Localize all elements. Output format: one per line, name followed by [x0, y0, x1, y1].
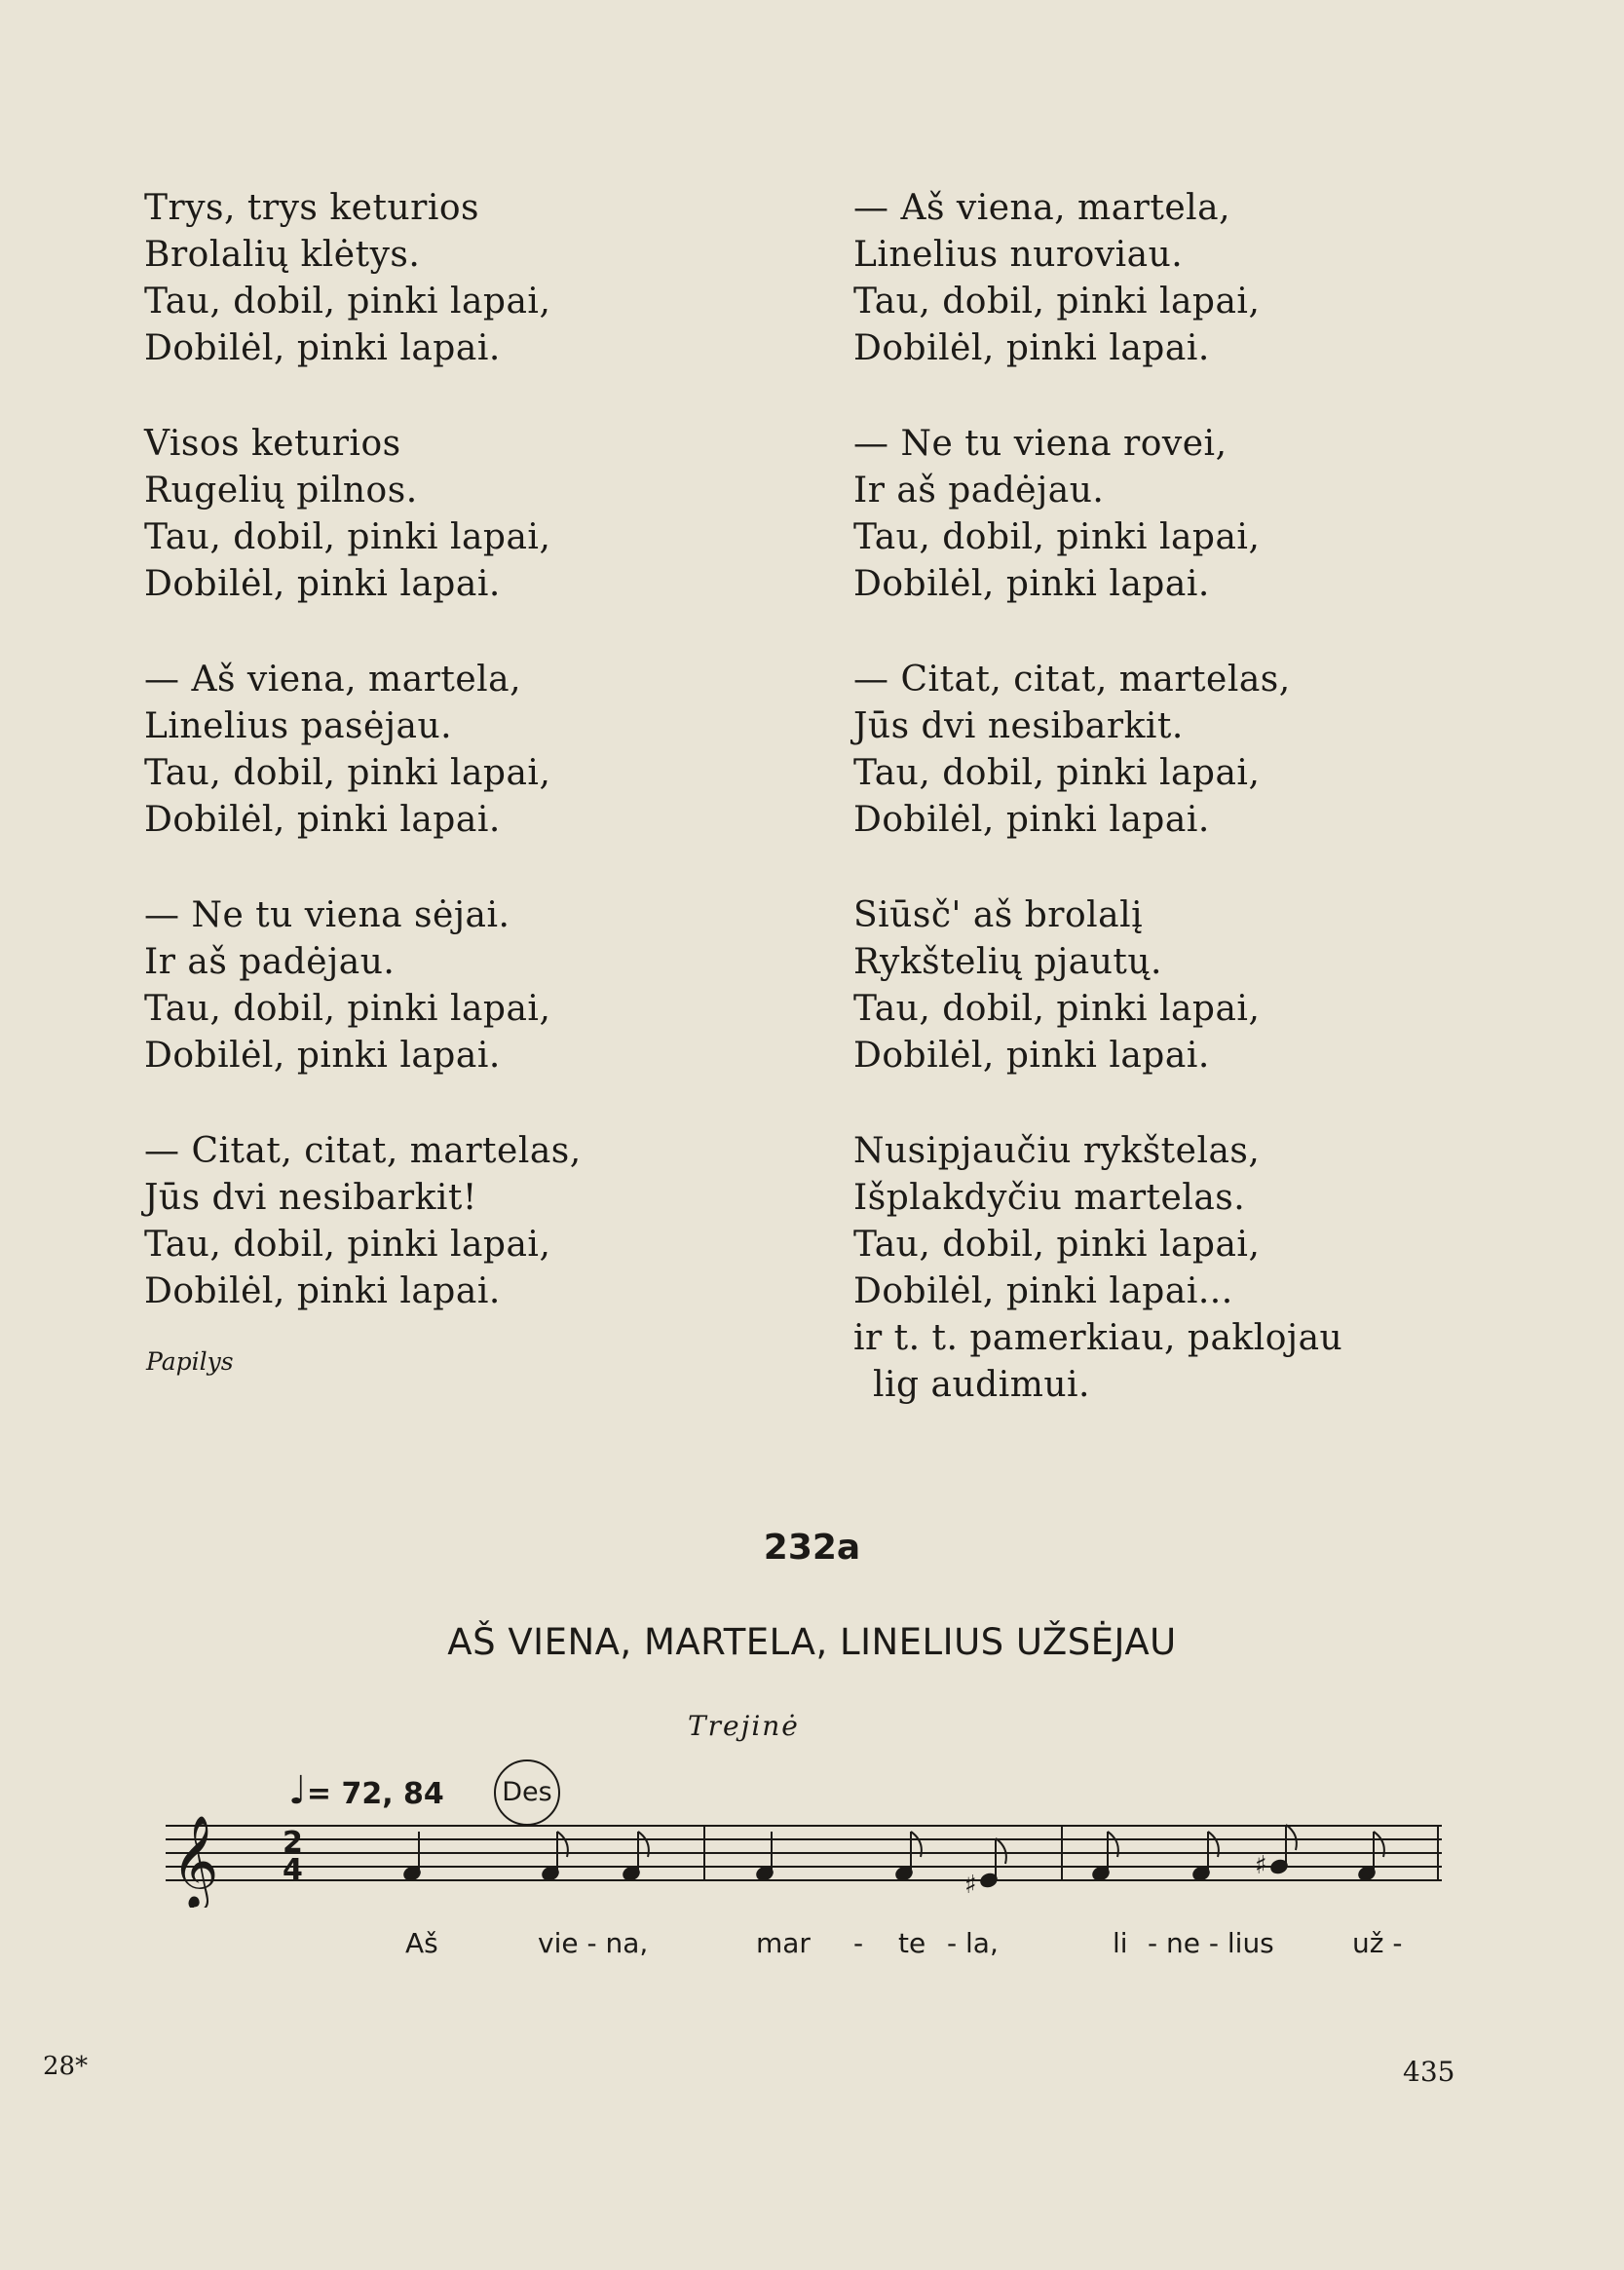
sharp-icon: ♯ [964, 1871, 977, 1900]
signature-mark: 28* [43, 2052, 89, 2081]
verse-line: Dobilėl, pinki lapai. [144, 1036, 501, 1076]
time-signature-bottom: 4 [283, 1853, 303, 1887]
verse-line: Dobilėl, pinki lapai. [853, 800, 1210, 840]
verse-line: Dobilėl, pinki lapai... [853, 1271, 1233, 1311]
verse-line: Tau, dobil, pinki lapai, [144, 989, 551, 1029]
verse-line: Brolalių klėtys. [144, 235, 421, 275]
verse-line: Ir aš padėjau. [144, 942, 396, 982]
verse-line: Tau, dobil, pinki lapai, [853, 1225, 1261, 1265]
notes [402, 1825, 1383, 1900]
stanza [853, 185, 1399, 372]
page-number: 435 [1403, 2056, 1455, 2088]
stanza [144, 421, 690, 608]
verse-line: Tau, dobil, pinki lapai, [144, 753, 551, 793]
verse-line: Siūsč' aš brolalį [853, 895, 1144, 935]
sharp-icon: ♯ [1255, 1851, 1267, 1880]
verse-line: Nusipjaučiu rykštelas, [853, 1131, 1261, 1171]
stanza [853, 421, 1399, 608]
lyric-syllable: - la, [947, 1927, 999, 1959]
song-title: AŠ VIENA, MARTELA, LINELIUS UŽSĖJAU [447, 1621, 1177, 1663]
time-signature-top: 2 [283, 1826, 303, 1860]
stanza [144, 1128, 690, 1315]
verse-line: Tau, dobil, pinki lapai, [144, 282, 551, 322]
stanza [144, 892, 690, 1079]
treble-clef-icon: 𝄞 [171, 1815, 219, 1908]
verse-line: Tau, dobil, pinki lapai, [853, 753, 1261, 793]
verse-line: Tau, dobil, pinki lapai, [853, 989, 1261, 1029]
right-column [853, 185, 1399, 1457]
verse-line: Linelius pasėjau. [144, 706, 453, 746]
stanza [853, 657, 1399, 844]
verse-line: Dobilėl, pinki lapai. [853, 1036, 1210, 1076]
verse-line: — Aš viena, martela, [144, 660, 522, 700]
staff-lines [166, 1826, 1442, 1880]
verse-line: Linelius nuroviau. [853, 235, 1184, 275]
stanza [853, 892, 1399, 1079]
tempo-marking [288, 1768, 444, 1813]
verse-line: Visos keturios [144, 424, 401, 464]
verse-line: — Ne tu viena rovei, [853, 424, 1227, 464]
stanza [144, 657, 690, 844]
lyric-syllable: mar [756, 1927, 811, 1959]
stanza [144, 185, 690, 372]
verse-line: Dobilėl, pinki lapai. [144, 564, 501, 604]
verse-line: Jūs dvi nesibarkit. [853, 706, 1184, 746]
verse-line: Dobilėl, pinki lapai. [144, 800, 501, 840]
verse-line: Išplakdyčiu martelas. [853, 1178, 1246, 1218]
verse-line: Dobilėl, pinki lapai. [853, 564, 1210, 604]
lyric-syllable: vie - na, [538, 1927, 649, 1959]
verse-line: — Aš viena, martela, [853, 188, 1231, 228]
lyric-syllable: - ne - lius [1148, 1927, 1274, 1959]
lyric-syllable: te [898, 1927, 926, 1959]
verse-line: Rykštelių pjautų. [853, 942, 1162, 982]
music-staff [166, 1810, 1452, 1908]
verse-line: — Citat, citat, martelas, [853, 660, 1291, 700]
verse-line: — Ne tu viena sėjai. [144, 895, 510, 935]
verse-line: Trys, trys keturios [144, 188, 479, 228]
verse-line: Tau, dobil, pinki lapai, [853, 517, 1261, 557]
verse-line: Ir aš padėjau. [853, 471, 1105, 511]
verse-line: Dobilėl, pinki lapai. [144, 1271, 501, 1311]
song-number: 232a [763, 1528, 861, 1568]
verse-line: Rugelių pilnos. [144, 471, 418, 511]
editorial-note: lig audimui. [873, 1365, 1091, 1405]
source-location: Papilys [146, 1347, 234, 1376]
meter-label: Trejinė [688, 1710, 800, 1742]
verse-line: Dobilėl, pinki lapai. [144, 328, 501, 368]
quarter-note-icon: ♩ [288, 1768, 307, 1813]
key-label: Des [494, 1759, 560, 1826]
left-column [144, 185, 690, 1364]
tempo-value: = 72, 84 [306, 1777, 444, 1811]
editorial-note: ir t. t. pamerkiau, paklojau [853, 1318, 1343, 1358]
stanza [853, 1128, 1399, 1409]
verse-line: Dobilėl, pinki lapai. [853, 328, 1210, 368]
verse-line: Jūs dvi nesibarkit! [144, 1178, 477, 1218]
lyric-syllable: už - [1352, 1927, 1403, 1959]
lyric-syllable: li [1113, 1927, 1128, 1959]
lyric-syllable: Aš [405, 1927, 438, 1959]
verse-line: Tau, dobil, pinki lapai, [144, 1225, 551, 1265]
verse-line: Tau, dobil, pinki lapai, [144, 517, 551, 557]
verse-line: — Citat, citat, martelas, [144, 1131, 582, 1171]
verse-line: Tau, dobil, pinki lapai, [853, 282, 1261, 322]
lyric-syllable: - [853, 1927, 864, 1959]
